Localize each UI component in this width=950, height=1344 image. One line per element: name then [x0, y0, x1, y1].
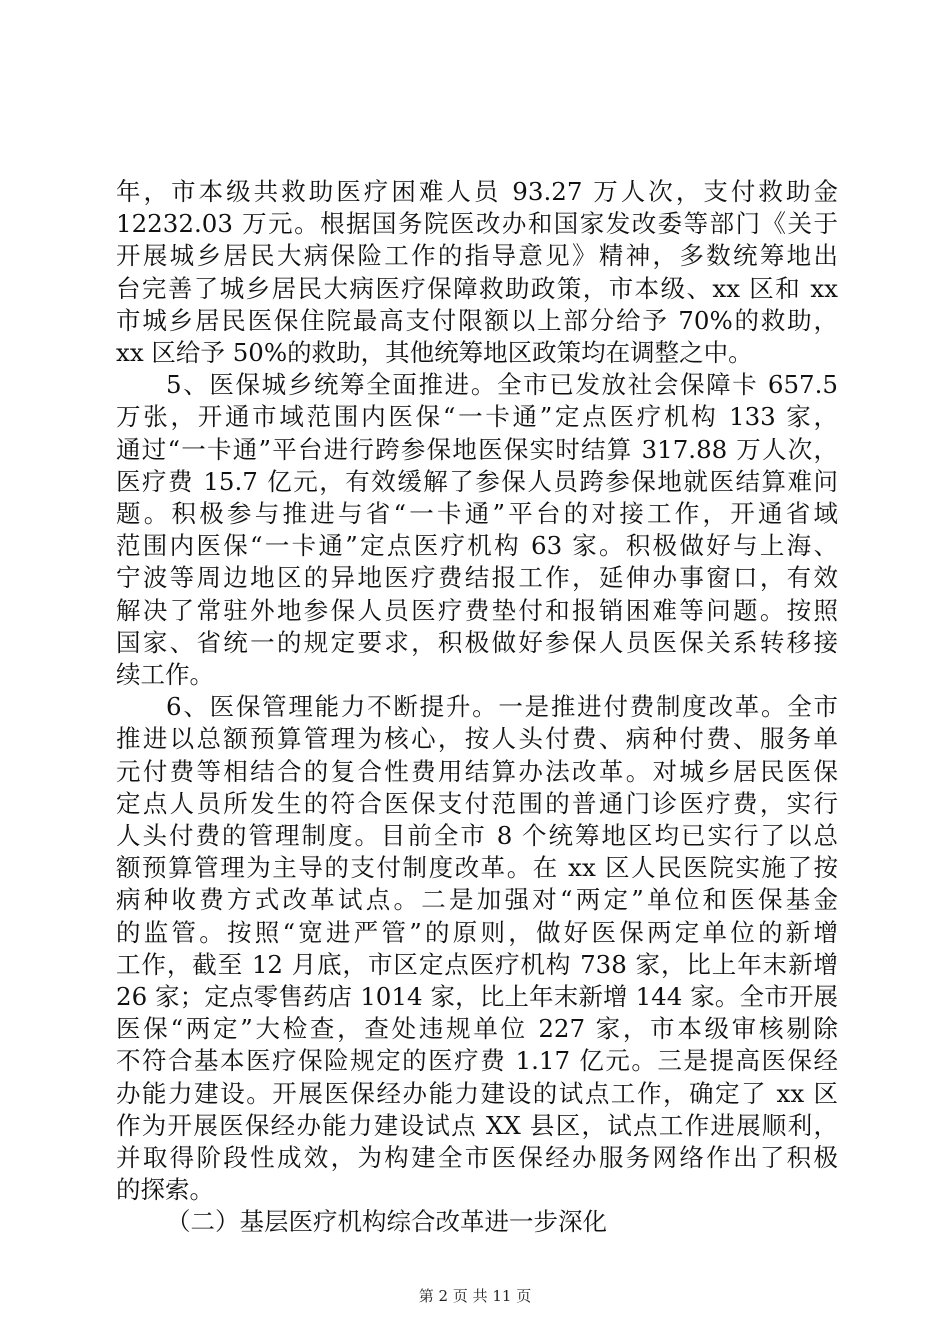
- text-line: 国家、省统一的规定要求，积极做好参保人员医保关系转移接: [116, 627, 838, 657]
- text-line: 元付费等相结合的复合性费用结算办法改革。对城乡居民医保: [116, 756, 838, 786]
- text-line: 5、医保城乡统筹全面推进。全市已发放社会保障卡 657.5: [166, 370, 838, 400]
- text-line: 开展城乡居民大病保险工作的指导意见》精神，多数统筹地出: [116, 241, 838, 271]
- text-line: 医疗费 15.7 亿元，有效缓解了参保人员跨参保地就医结算难问: [116, 466, 838, 496]
- text-line: 年，市本级共救助医疗困难人员 93.27 万人次，支付救助金: [116, 177, 838, 206]
- text-line: xx 区给予 50%的救助，其他统筹地区政策均在调整之中。: [116, 338, 753, 367]
- text-line: 额预算管理为主导的支付制度改革。在 xx 区人民医院实施了按: [116, 853, 838, 883]
- section-heading: （二）基层医疗机构综合改革进一步深化: [166, 1207, 607, 1237]
- text-line: 通过“一卡通”平台进行跨参保地医保实时结算 317.88 万人次，: [116, 434, 838, 464]
- text-line: 宁波等周边地区的异地医疗费结报工作，延伸办事窗口，有效: [116, 563, 838, 593]
- text-line: 医保“两定”大检查，查处违规单位 227 家，市本级审核剔除: [116, 1014, 838, 1044]
- text-line: 办能力建设。开展医保经办能力建设的试点工作，确定了 xx 区: [116, 1078, 838, 1108]
- text-line: 作为开展医保经办能力建设试点 XX 县区，试点工作进展顺利，: [116, 1110, 838, 1140]
- text-line: 的探索。: [116, 1175, 214, 1205]
- text-line: 人头付费的管理制度。目前全市 8 个统筹地区均已实行了以总: [116, 821, 838, 850]
- text-line: 定点人员所发生的符合医保支付范围的普通门诊医疗费，实行: [116, 788, 838, 818]
- text-line: 6、医保管理能力不断提升。一是推进付费制度改革。全市: [166, 692, 838, 722]
- text-line: 推进以总额预算管理为核心，按人头付费、病种付费、服务单: [116, 724, 838, 754]
- text-line: 续工作。: [116, 660, 214, 689]
- text-line: 病种收费方式改革试点。二是加强对“两定”单位和医保基金: [116, 885, 838, 915]
- text-line: 解决了常驻外地参保人员医疗费垫付和报销困难等问题。按照: [116, 595, 838, 625]
- text-line: 并取得阶段性成效，为构建全市医保经办服务网络作出了积极: [116, 1143, 838, 1172]
- text-line: 的监管。按照“宽进严管”的原则，做好医保两定单位的新增: [116, 917, 838, 947]
- text-line: 12232.03 万元。根据国务院医改办和国家发改委等部门《关于: [116, 209, 838, 239]
- text-line: 26 家；定点零售药店 1014 家，比上年末新增 144 家。全市开展: [116, 982, 838, 1011]
- text-line: 台完善了城乡居民大病医疗保障救助政策，市本级、xx 区和 xx: [116, 273, 838, 303]
- text-line: 范围内医保“一卡通”定点医疗机构 63 家。积极做好与上海、: [116, 531, 838, 561]
- text-line: 市城乡居民医保住院最高支付限额以上部分给予 70%的救助，: [116, 305, 838, 335]
- text-line: 工作，截至 12 月底，市区定点医疗机构 738 家，比上年末新增: [116, 949, 838, 979]
- page-number: 第 2 页 共 11 页: [418, 1287, 532, 1305]
- text-line: 万张，开通市域范围内医保“一卡通”定点医疗机构 133 家，: [116, 402, 838, 432]
- text-line: 题。积极参与推进与省“一卡通”平台的对接工作，开通省域: [116, 499, 838, 528]
- text-line: 不符合基本医疗保险规定的医疗费 1.17 亿元。三是提高医保经: [116, 1046, 838, 1076]
